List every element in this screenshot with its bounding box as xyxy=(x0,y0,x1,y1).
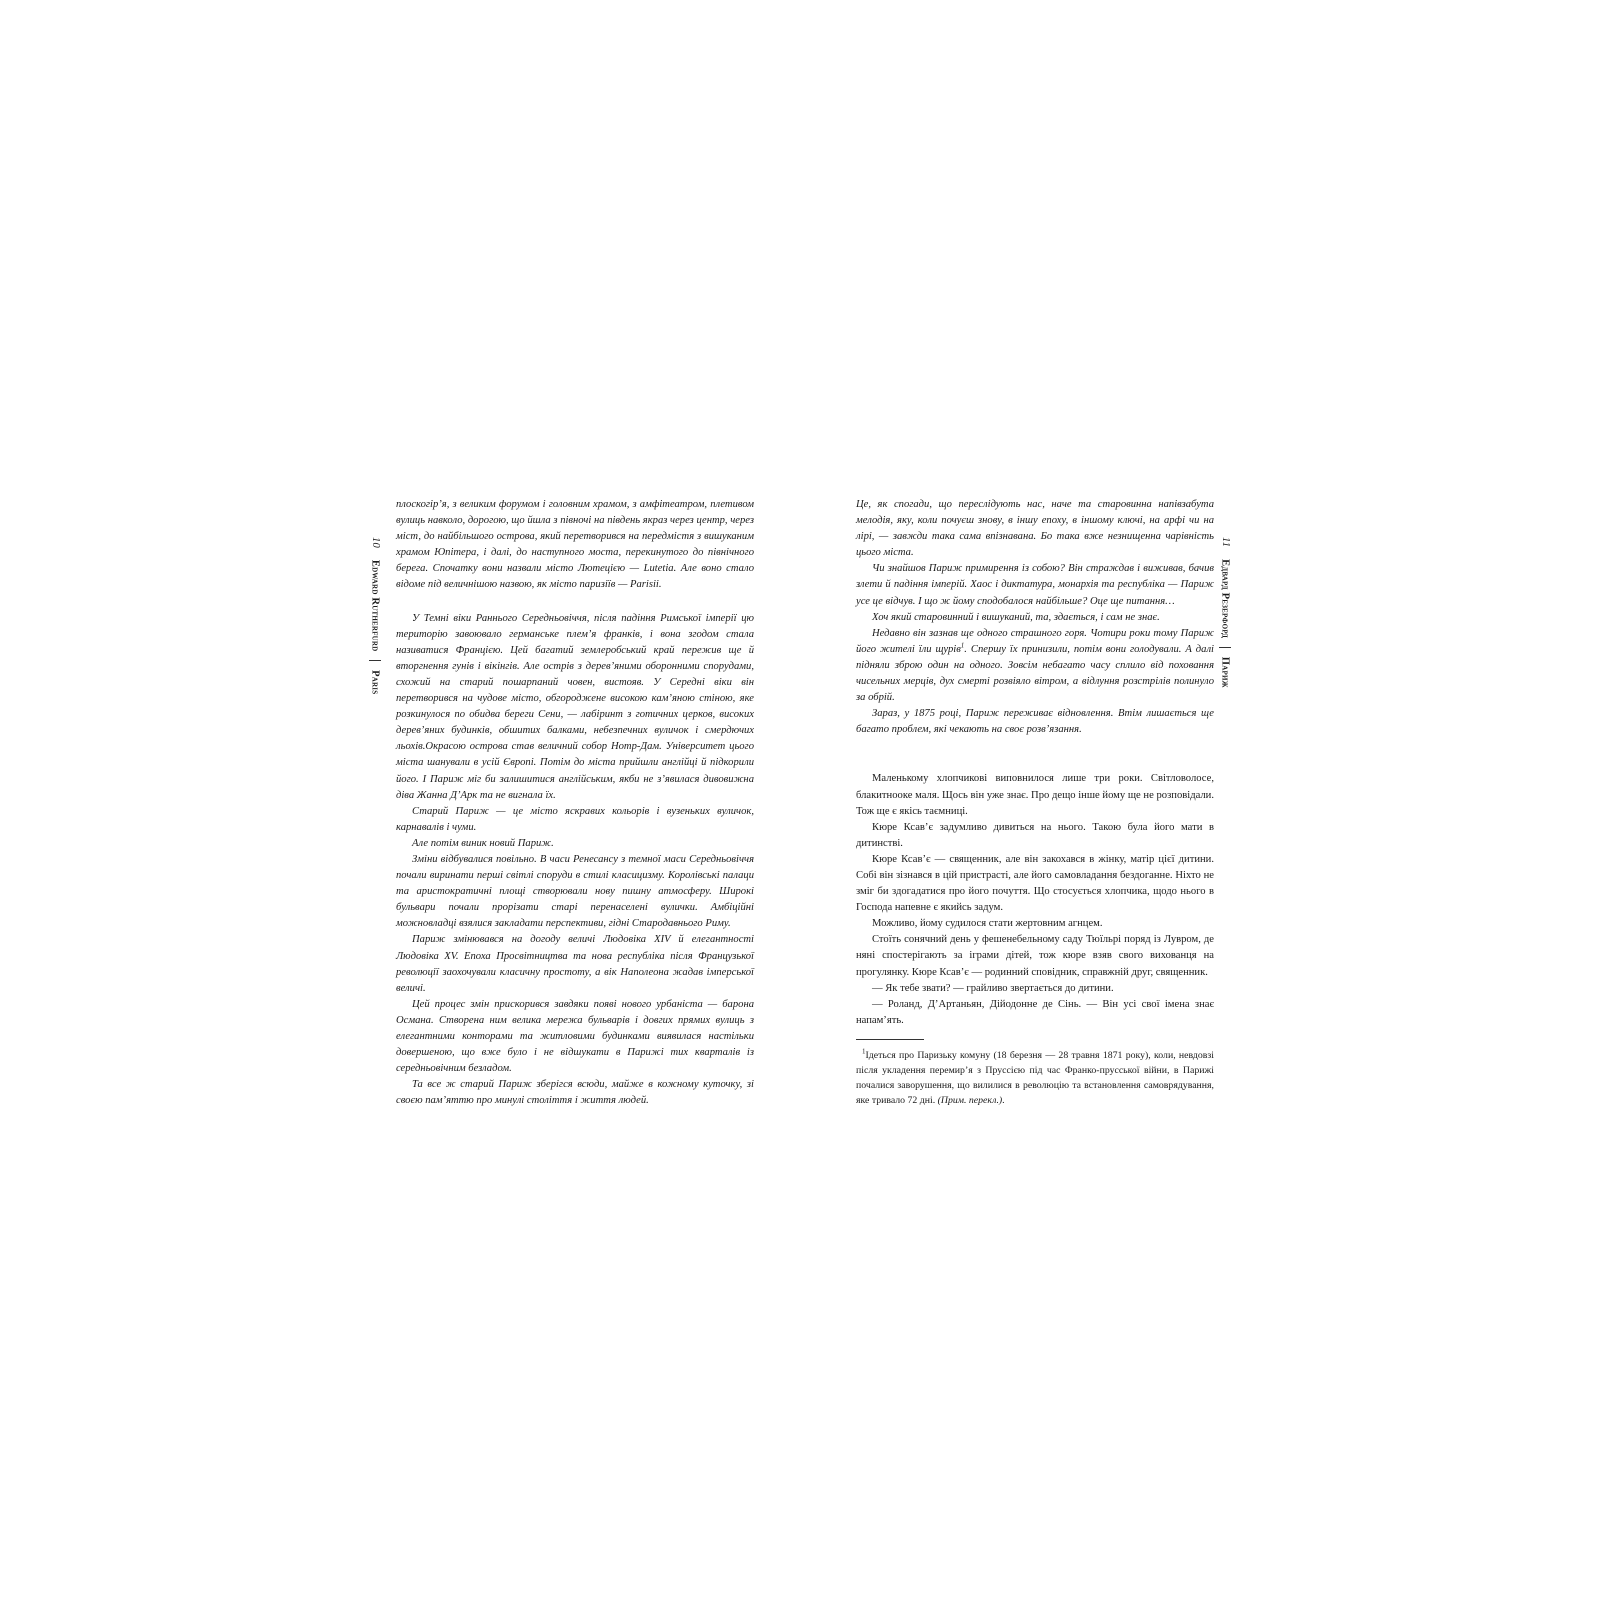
right-paragraph: Можливо, йому судилося стати жертовним агнцем. xyxy=(872,918,1103,930)
left-paragraph: У Темні віки Раннього Середньовіччя, після падіння Римської імперії цю територію завоювало германське плем’я франків, і вона згодом стала називатися Францією. Цей багатий землеробський край пережив ще й вторгнення гунів і вікінгів. Але острів з дерев’яними оборонними спорудами, схожий на старий пошарпаний човен, вистояв. У Середні віки він перетворився на чудове місто, обгороджене високою кам’яною стіною, яке розкинулося по обидва береги Сени, — лабіринт з готичних церков, високих дерев’яних будинків, обшитих балками, небезпечних вуличок і смердючих льохів.Окрасою острова став величний собор Нотр-Дам. Університет цього міста шанували в усій Європі. Потім до міста прийшли англійці й підкорили його. І Париж міг би залишитися англійським, якби не з’явилася дивовижна діва Жанна Д’Арк та не вигнала їх. xyxy=(396,612,754,801)
left-running-author: Edward Rutherfurd xyxy=(369,559,381,652)
right-italic-paragraph: Це, як спогади, що переслідують нас, наче та старовинна напівзабута мелодія, яку, коли почуєш знову, в іншу епоху, в іншому ключі, на арфі чи на лірі, — завжди така сама впізнавана. Бо така вже незнищенна чарівність цього міста. xyxy=(856,499,1214,559)
right-italic-paragraph: Хоч який старовинний і вишуканий, та, здається, і сам не знає. xyxy=(872,611,1160,623)
right-paragraph: Стоїть сонячний день у фешенебельному саду Тюїльрі поряд із Лувром, де няні спостерігають за іграми дітей, тож кюре взяв свого вихованця на прогулянку. Кюре Ксав’є — родинний сповідник, справжній друг, священник. xyxy=(856,934,1214,978)
right-page-number: 11 xyxy=(1219,537,1231,548)
left-paragraph: Зміни відбувалися повільно. В часи Ренесансу з темної маси Середньовіччя почали виринати перші світлі споруди в стилі класицизму. Королівські палаци та аристократичні площі створювали нову пишну атмосферу. Широкі бульвари почали прорізати старі перенаселені вулички. Амбіційні можновладці взялися закладати перспективи, гідні Стародавнього Риму. xyxy=(396,853,754,930)
footnote xyxy=(856,1048,1214,1108)
footnote-mark: 1 xyxy=(862,1047,866,1056)
paragraph-text: Недавно він зазнав ще одного страшного горя. Чотири роки тому Париж його жителі їли щурів xyxy=(856,627,1214,655)
left-paragraph: Цей процес змін прискорився завдяки появі нового урбаніста — барона Османа. Створена ним велика мережа бульварів і довгих прямих вулиць з елегантними конторами та житловими будинками виявилася настільки довершеною, що вже було і не відшукати в Парижі тих кварталів із середньовічним безладом. xyxy=(396,998,754,1075)
right-italic-paragraph xyxy=(856,626,1214,706)
right-paragraph: Маленькому хлопчикові виповнилося лише три роки. Світловолосе, блакитнооке маля. Щось він уже знає. Про дещо інше йому ще не розповідали. Тож ще є якісь таємниці. xyxy=(856,773,1214,817)
left-paragraph: Але потім виник новий Париж. xyxy=(412,837,554,849)
left-paragraph: Та все ж старий Париж зберігся всюди, майже в кожному куточку, зі своєю пам’яттю про минулі століття і життя людей. xyxy=(396,1079,754,1107)
left-paragraph: Старий Париж — це місто яскравих кольорів і вузеньких вуличок, карнавалів і чуми. xyxy=(396,805,754,833)
right-paragraph: — Як тебе звати? — грайливо звертається до дитини. xyxy=(872,982,1114,994)
left-running-separator xyxy=(369,660,381,661)
footnote-translator-note: (Прим. перекл.) xyxy=(937,1094,1003,1106)
left-running-head xyxy=(369,537,381,694)
right-paragraph: Кюре Ксав’є задумливо дивиться на нього. Такою була його мати в дитинстві. xyxy=(856,821,1214,849)
left-page-number: 10 xyxy=(369,537,381,548)
right-page-text xyxy=(856,497,1214,1108)
right-italic-paragraph: Чи знайшов Париж примирення із собою? Він страждав і виживав, бачив злети й падіння імперій. Хаос і диктатура, монархія та республіка — Париж усе це відчув. І що ж йому сподобалося найбільше? Оце ще питання… xyxy=(856,563,1214,607)
section-gap xyxy=(856,738,1214,771)
footnote-rule xyxy=(856,1039,924,1040)
right-paragraph: — Роланд, Д’Артаньян, Дійодонне де Сінь. — Він усі свої імена знає напам’ять. xyxy=(856,998,1214,1026)
right-running-separator xyxy=(1219,647,1231,648)
paragraph-text: . Спершу їх принизили, потім вони голодували. А далі підняли зброю один на одного. Зовсім небагато часу сплило від поховання чисельних мерців, дух смерті розвіяло вітром, а відлуння розстрілів полинуло за обрій. xyxy=(856,643,1215,704)
footnote-text: Ідеться про Паризьку комуну (18 березня — 28 травня 1871 року), коли, невдовзі після укладення перемир’я з Пруссією під час Франко-прусської війни, в Парижі почалися заворушення, що вилилися в революцію та встановлення самоврядування, яке тривало 72 дні. xyxy=(856,1049,1214,1106)
footnote-reference: 1 xyxy=(960,641,965,650)
right-italic-paragraph: Зараз, у 1875 році, Париж переживає відновлення. Втім лишається ще багато проблем, які чекають на своє розв’язання. xyxy=(856,708,1214,736)
right-running-head xyxy=(1219,537,1231,688)
left-paragraph: Париж змінювався на догоду величі Людовіка XIV й елегантності Людовіка XV. Епоха Просвітництва та нова республіка після Французької революції заохочували класичну простоту, а вік Наполеона жадав імперської величі. xyxy=(396,934,754,994)
footnote-end: . xyxy=(1002,1094,1005,1106)
left-page-text xyxy=(396,497,754,1109)
right-running-title: Париж xyxy=(1219,656,1231,688)
left-paragraph: плоскогір’я, з великим форумом і головним храмом, з амфітеатром, плетивом вулиць навколо, дорогою, що йшла з півночі на південь якраз через центр, через міст, до найбільшого острова, який перетворився на передмістя з вишуканим храмом Юпітера, і далі, до наступного моста, перекинутого до північного берега. Спочатку вони назвали місто Лютецією — Lutetia. Але воно стало відоме під величнішою назвою, як місто паризіїв — Parisii. xyxy=(396,499,754,591)
left-running-title: Paris xyxy=(369,670,381,695)
section-gap xyxy=(396,594,754,611)
right-paragraph: Кюре Ксав’є — священник, але він закохався в жінку, матір цієї дитини. Собі він зізнався в цій пристрасті, але його самовладання бездоганне. Ніхто не зміг би здогадатися про його почуття. Що стосується хлопчика, щодо нього в Господа напевне є якийсь задум. xyxy=(856,853,1214,914)
right-running-author: Едвард Резерфорд xyxy=(1219,559,1231,639)
